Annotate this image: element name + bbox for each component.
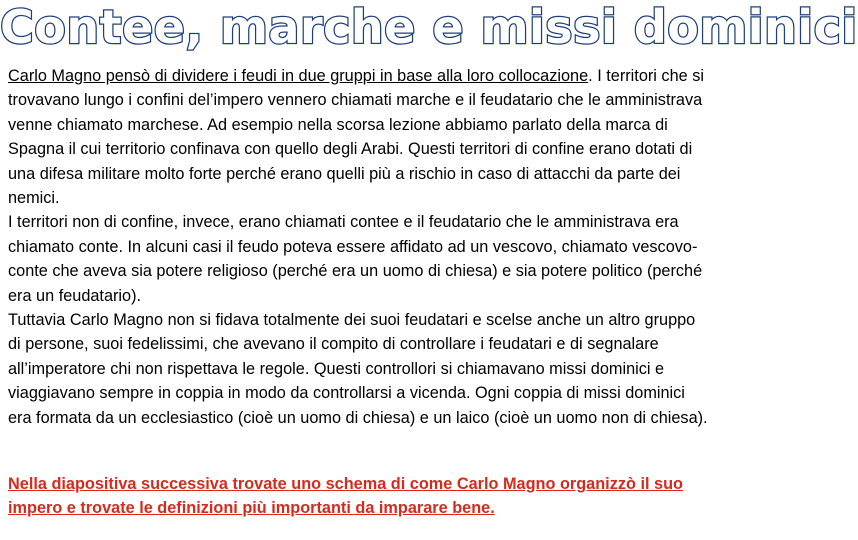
slide-title: Contee, marche e missi dominici <box>0 0 858 54</box>
paragraph-missi-dominici <box>8 308 712 430</box>
slide-body <box>8 64 712 430</box>
paragraph-text: Tuttavia Carlo Magno non si fidava totalmente dei suoi feudatari e scelse anche un altro gruppo di persone, suoi fedelissimi, che avevano il compito di controllare i feudatari e di segnalare all’imperatore chi non rispettava le regole. Questi controllori si chiamavano <box>8 311 696 378</box>
paragraph-marche <box>8 64 712 210</box>
paragraph-contee <box>8 210 712 308</box>
keyword-marchese: marchese <box>127 115 199 134</box>
keyword-missi-dominici: missi dominici <box>549 359 651 378</box>
keyword-marche: marche <box>396 91 451 110</box>
intro-underlined-text: Carlo Magno pensò di dividere i feudi in due gruppi in base alla loro collocazione <box>8 67 589 85</box>
paragraph-text: . I territori che si trovavano lungo i confini del’impero vennero chiamati <box>8 67 704 110</box>
paragraph-text: . Ad esempio nella scorsa lezione abbiamo parlato della marca di Spagna il cui territorio confinava con quello degli Arabi. Questi territori di confine erano dotati di una difesa militare molto forte perché erano quelli più a rischio in caso di attacchi da parte dei nemici. <box>8 115 693 208</box>
paragraph-text: e il feudatario che le amministrava venne chiamato <box>8 91 703 134</box>
keyword-contee: contee <box>350 213 399 232</box>
next-slide-note: Nella diapositiva successiva trovate uno schema di come Carlo Magno organizzò il suo impero e trovate le definizioni più importanti da imparare bene. <box>8 475 683 518</box>
paragraph-text: I territori non di confine, invece, erano chiamati <box>8 213 351 232</box>
paragraph-text: e il feudatario che le amministrava era chiamato <box>8 213 679 256</box>
paragraph-text: e viaggiavano sempre in coppia in modo da controllarsi a vicenda. Ogni coppia di missi dominici era formata da un ecclesiastico (cioè un uomo di chiesa) e un laico (cioè un uomo non di chiesa). <box>8 359 708 427</box>
keyword-conte: conte <box>78 237 119 256</box>
paragraph-text: . In alcuni casi il feudo poteva essere affidato ad un vescovo, chiamato vescovo-conte che aveva sia potere religioso (perché era un uomo di chiesa) e sia potere politico (perché era un feudatario). <box>8 237 703 305</box>
